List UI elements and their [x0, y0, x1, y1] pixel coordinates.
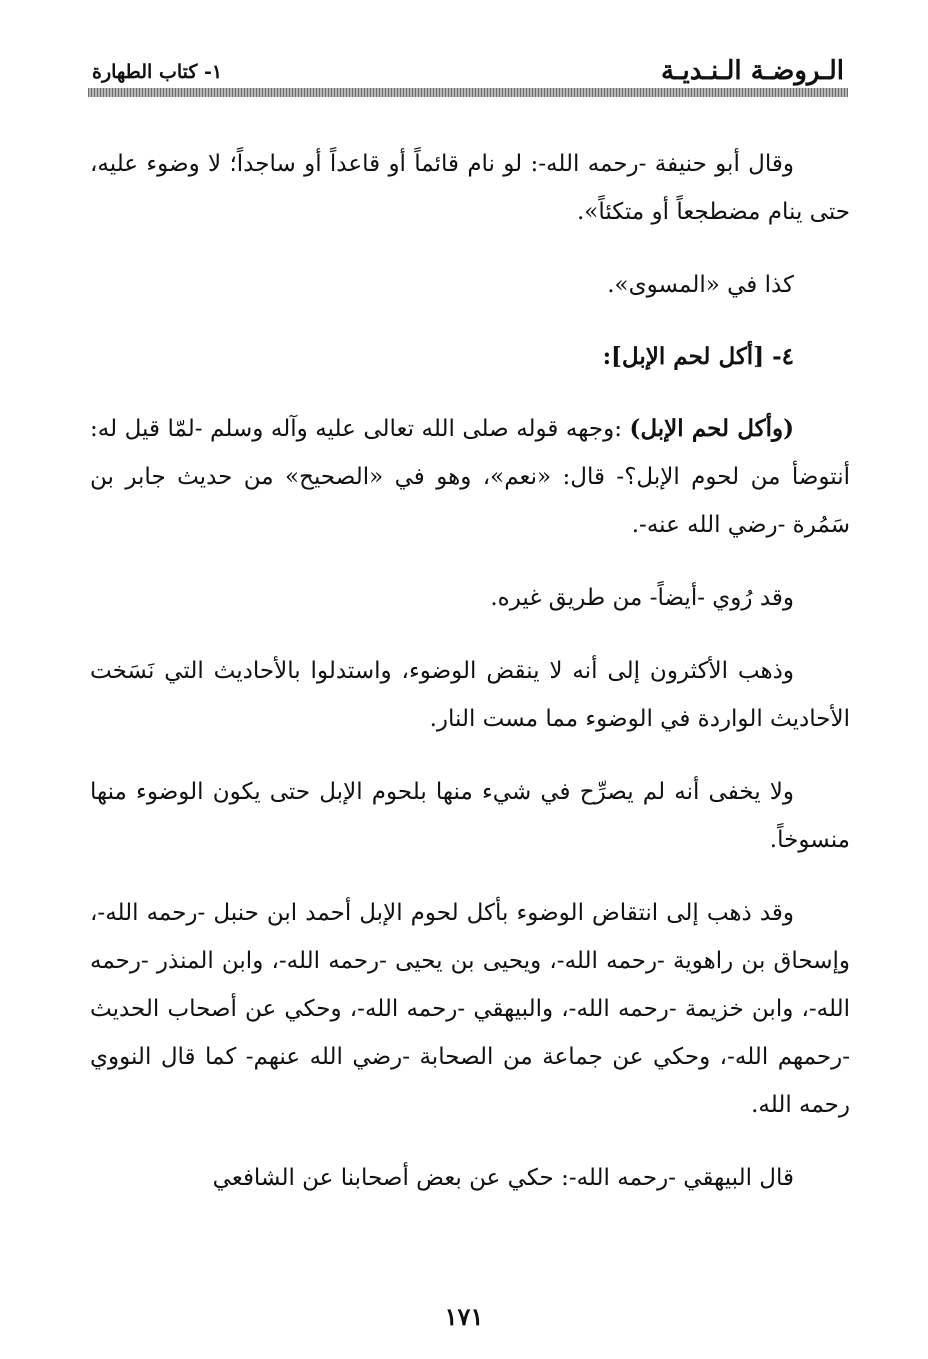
running-header [88, 52, 848, 86]
paragraph-abrogation: ولا يخفى أنه لم يصرِّح في شيء منها بلحوم الإبل حتى يكون الوضوء منها منسوخاً. [90, 779, 850, 853]
page-body [90, 140, 850, 1227]
section-heading: ٤- [أكل لحم الإبل]: [602, 343, 794, 370]
paragraph-abu-hanifa: وقال أبو حنيفة -رحمه الله-: لو نام قائماً أو قاعداً أو ساجداً؛ لا وضوء عليه، حتى ينام مضطجعاً أو متكئاً». [90, 151, 850, 225]
matn-quote: (وأكل لحم الإبل) [629, 415, 794, 442]
paragraph-scholars: وقد ذهب إلى انتقاض الوضوء بأكل لحوم الإبل أحمد ابن حنبل -رحمه الله-، وإسحاق بن راهوية -رحمه الله-، ويحيى بن يحيى -رحمه الله-، وابن المنذر -رحمه الله-، وابن خزيمة -رحمه الله-، والبيهقي -رحمه الله-، وحكي عن أصحاب الحديث -رحمهم الله-، وحكي عن جماعة من الصحابة -رضي الله عنهم- كما قال النووي رحمه الله. [90, 900, 850, 1118]
paragraph-camel-meat-text: :وجهه قوله صلى الله تعالى عليه وآله وسلم -لمّا قيل له: أنتوضأ من لحوم الإبل؟- قال: «نعم»، وهو في «الصحيح» من حديث جابر بن سَمُرة -رضي الله عنه-. [90, 416, 850, 538]
header-rule [88, 88, 848, 97]
page-number: ١٧١ [444, 1302, 484, 1331]
paragraph-other-route: وقد رُوي -أيضاً- من طريق غيره. [490, 585, 794, 611]
paragraph-majority: وذهب الأكثرون إلى أنه لا ينقض الوضوء، واستدلوا بالأحاديث التي نَسَخت الأحاديث الواردة في الوضوء مما مست النار. [90, 658, 850, 732]
paragraph-camel-meat [90, 405, 850, 549]
book-title: الـروضـة الـنـديـة [660, 56, 844, 86]
paragraph-bayhaqi: قال البيهقي -رحمه الله-: حكي عن بعض أصحابنا عن الشافعي [212, 1165, 794, 1191]
paragraph-musawwa: كذا في «المسوى». [607, 272, 794, 298]
chapter-title: ١- كتاب الطهارة [92, 61, 223, 83]
